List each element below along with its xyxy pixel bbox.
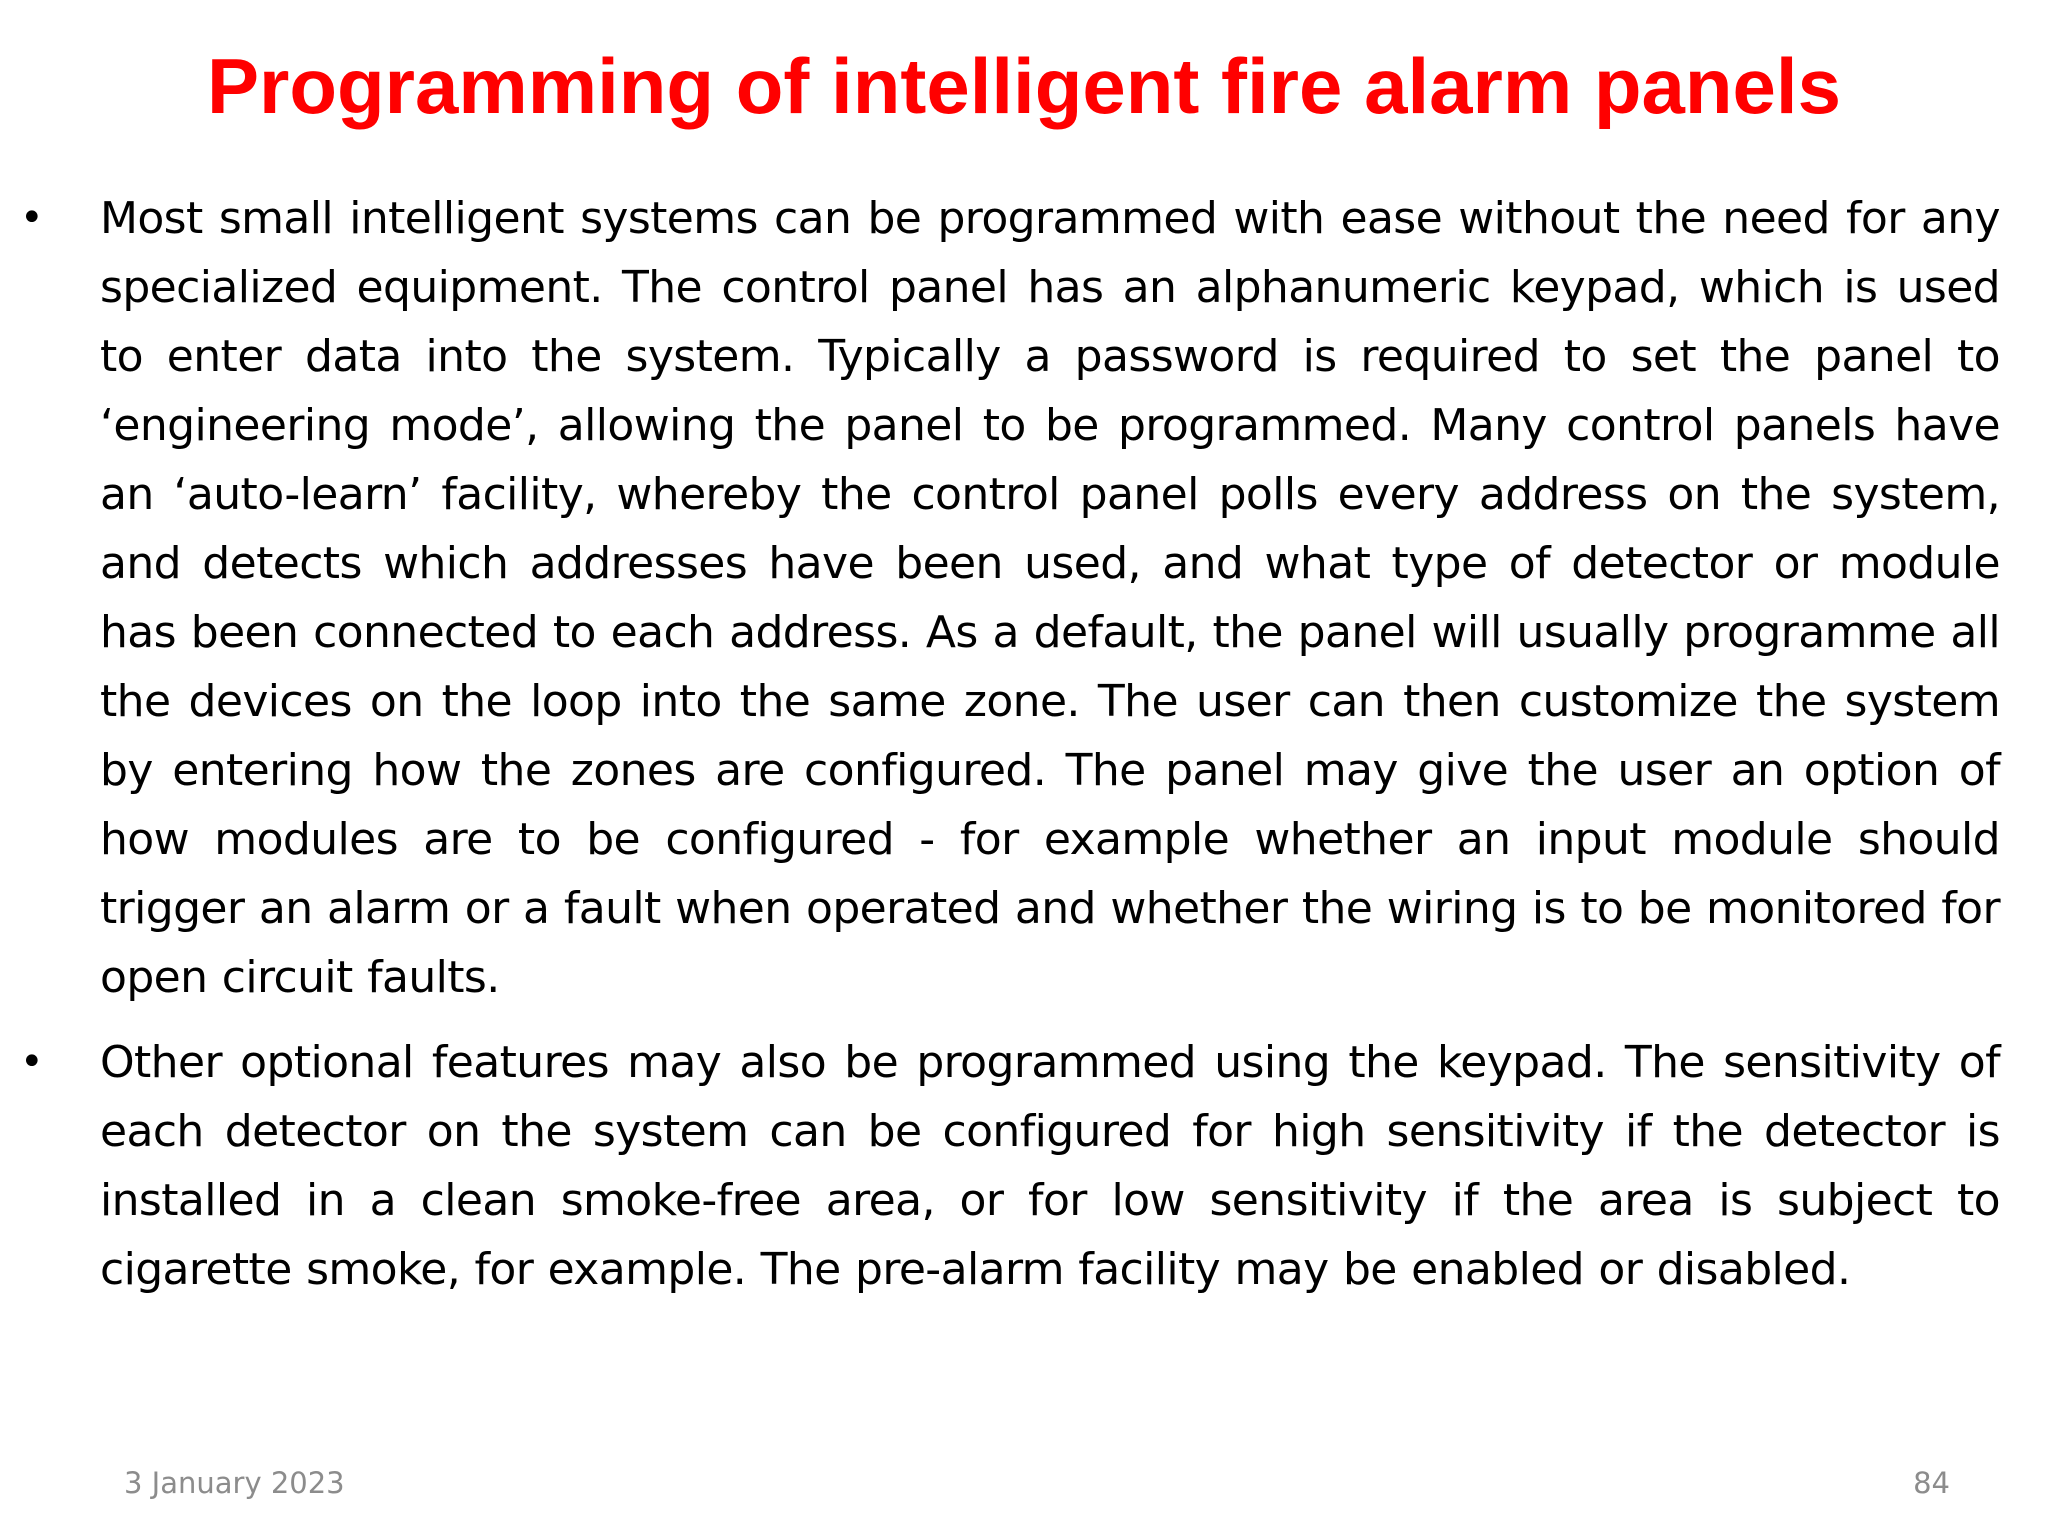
footer-date: 3 January 2023 (124, 1466, 345, 1500)
bullet-dot-icon: • (20, 1039, 44, 1085)
bullet-text-optional-features: Other optional features may also be programmed using the keypad. The sensitivity of each detector on the system can be configured for high sensitivity if the detector is installed in a clean smoke-free area, or for low sensitivity if the area is subject to cigarette smoke, for example. The pre-alarm facility may be enabled or disabled. (100, 1037, 2000, 1295)
slide-number: 84 (1913, 1466, 1950, 1500)
bullet-dot-icon: • (20, 195, 44, 241)
slide-title: Programming of intelligent fire alarm panels (206, 42, 1841, 130)
bullet-text-programming: Most small intelligent systems can be programmed with ease without the need for any specialized equipment. The control panel has an alphanumeric keypad, which is used to enter data into the system. Typically a password is required to set the panel to ‘engineering mode’, allowing the panel to be programmed. Many control panels have an ‘auto-learn’ facility, whereby the control panel polls every address on the system, and detects which addresses have been used, and what type of detector or module has been connected to each address. As a default, the panel will usually programme all the devices on the loop into the same zone. The user can then customize the system by entering how the zones are configured. The panel may give the user an option of how modules are to be configured - for example whether an input module should trigger an alarm or a fault when operated and whether the wiring is to be monitored for open circuit faults. (100, 193, 2000, 1003)
bullet-item (0, 1028, 2048, 1304)
bullet-list (0, 184, 2048, 1320)
bullet-item (0, 184, 2048, 1012)
